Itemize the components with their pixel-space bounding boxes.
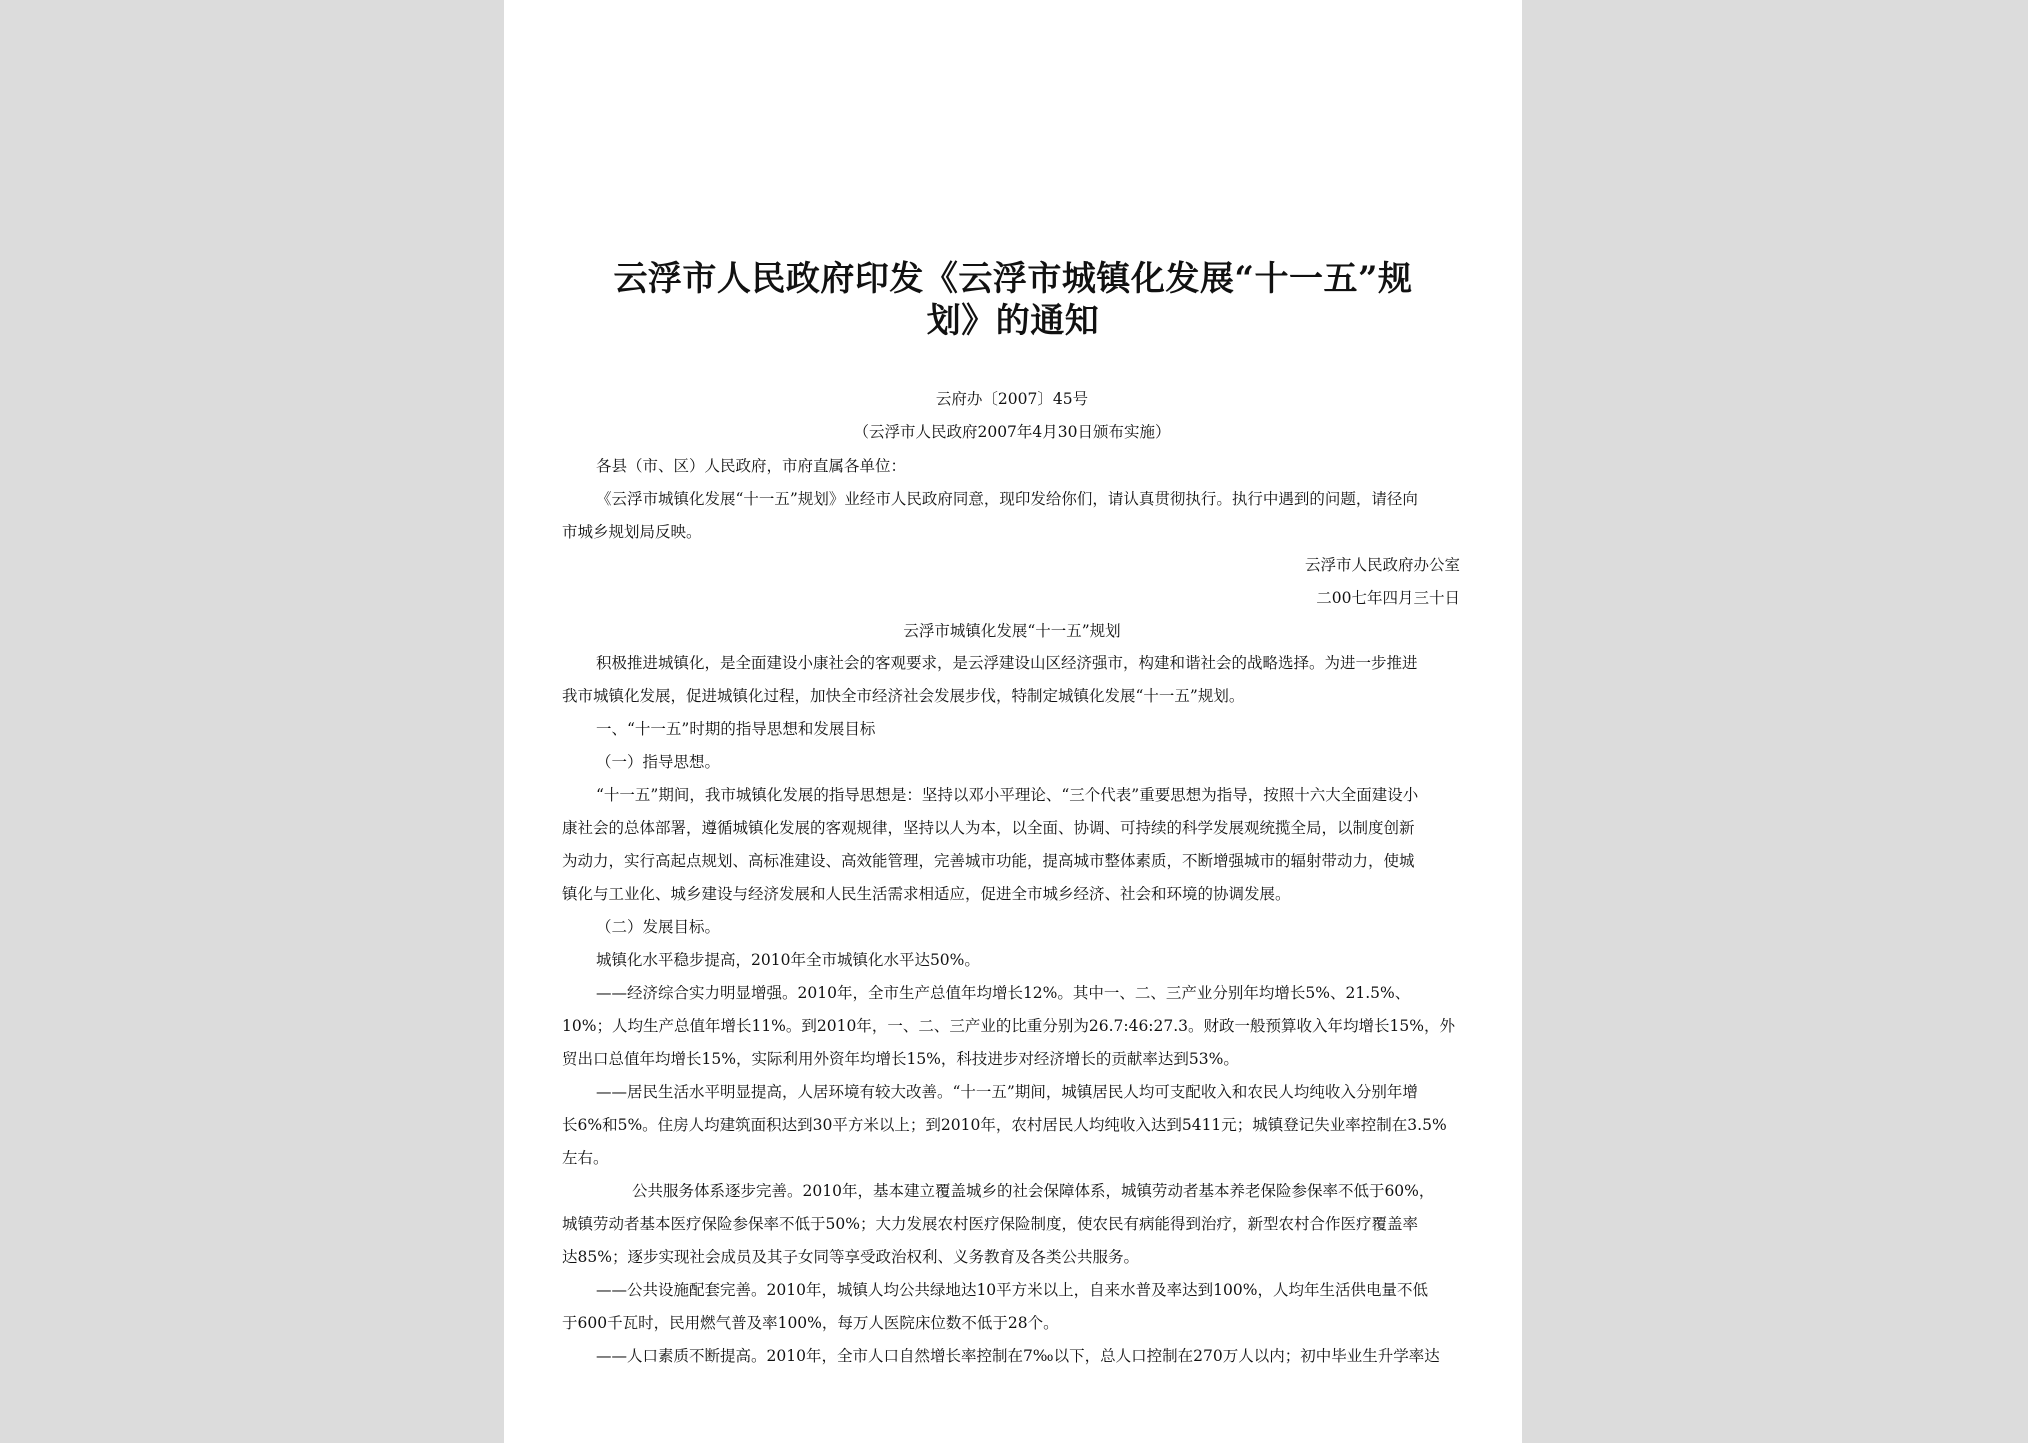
services-line-1: 公共服务体系逐步完善。2010年，基本建立覆盖城乡的社会保障体系，城镇劳动者基本养老保险参保率不低于60%， [632,1182,1435,1200]
guiding-line-2: 康社会的总体部署，遵循城镇化发展的客观规律，坚持以人为本，以全面、协调、可持续的科学发展观统揽全局，以制度创新 [562,819,1415,837]
guiding-line-3: 为动力，实行高起点规划、高标准建设、高效能管理，完善城市功能，提高城市整体素质，不断增强城市的辐射带动力，使城 [562,852,1415,870]
intro-line-1: 积极推进城镇化，是全面建设小康社会的客观要求，是云浮建设山区经济强市，构建和谐社会的战略选择。为进一步推进 [596,654,1418,672]
subheading-goals: （二）发展目标。 [596,918,721,936]
facilities-line-2: 于600千瓦时，民用燃气普及率100%，每万人医院床位数不低于28个。 [562,1314,1059,1332]
guiding-line-4: 镇化与工业化、城乡建设与经济发展和人民生活需求相适应，促进全市城乡经济、社会和环境的协调发展。 [562,885,1291,903]
document-title [584,258,1442,342]
guiding-line-1: “十一五”期间，我市城镇化发展的指导思想是：坚持以邓小平理论、“三个代表”重要思想为指导，按照十六大全面建设小 [596,786,1419,804]
signature-office: 云浮市人民政府办公室 [1304,556,1460,574]
document-page [504,0,1522,1443]
population-line-1: ——人口素质不断提高。2010年，全市人口自然增长率控制在7‰以下，总人口控制在270万人以内；初中毕业生升学率达 [596,1347,1440,1365]
goal-urbanization-level: 城镇化水平稳步提高，2010年全市城镇化水平达50%。 [596,951,980,969]
economy-line-2: 10%；人均生产总值年增长11%。到2010年，一、二、三产业的比重分别为26.7:46:27.3。财政一般预算收入年均增长15%，外 [562,1017,1455,1035]
facilities-line-1: ——公共设施配套完善。2010年，城镇人均公共绿地达10平方米以上，自来水普及率达到100%，人均年生活供电量不低 [596,1281,1428,1299]
title-line-1: 云浮市人民政府印发《云浮市城镇化发展“十一五”规 [613,259,1413,299]
living-line-2: 长6%和5%。住房人均建筑面积达到30平方米以上；到2010年，农村居民人均纯收入达到5411元；城镇登记失业率控制在3.5% [562,1116,1447,1134]
intro-line-2: 我市城镇化发展，促进城镇化过程，加快全市经济社会发展步伐，特制定城镇化发展“十一五”规划。 [562,687,1245,705]
economy-line-1: ——经济综合实力明显增强。2010年，全市生产总值年均增长12%。其中一、二、三产业分别年均增长5%、21.5%、 [596,984,1411,1002]
plan-title: 云浮市城镇化发展“十一五”规划 [903,622,1121,640]
services-line-3: 达85%；逐步实现社会成员及其子女同等享受政治权利、义务教育及各类公共服务。 [562,1248,1139,1266]
economy-line-3: 贸出口总值年均增长15%，实际利用外资年均增长15%，科技进步对经济增长的贡献率达到53%。 [562,1050,1239,1068]
subheading-guiding: （一）指导思想。 [596,753,721,771]
title-line-2: 划》的通知 [926,301,1100,341]
issue-note: （云浮市人民政府2007年4月30日颁布实施） [853,423,1171,441]
notice-line-2: 市城乡规划局反映。 [562,523,702,541]
services-line-2: 城镇劳动者基本医疗保险参保率不低于50%；大力发展农村医疗保险制度，使农民有病能得到治疗，新型农村合作医疗覆盖率 [562,1215,1418,1233]
signature-date: 二00七年四月三十日 [1316,589,1460,607]
salutation: 各县（市、区）人民政府，市府直属各单位： [596,457,907,475]
living-line-3: 左右。 [562,1149,609,1167]
living-line-1: ——居民生活水平明显提高，人居环境有较大改善。“十一五”期间，城镇居民人均可支配收入和农民人均纯收入分别年增 [596,1083,1418,1101]
section-heading-1: 一、“十一五”时期的指导思想和发展目标 [596,720,876,738]
doc-number: 云府办〔2007〕45号 [935,390,1089,408]
notice-line-1: 《云浮市城镇化发展“十一五”规划》业经市人民政府同意，现印发给你们，请认真贯彻执行。执行中遇到的问题，请径向 [596,490,1418,508]
